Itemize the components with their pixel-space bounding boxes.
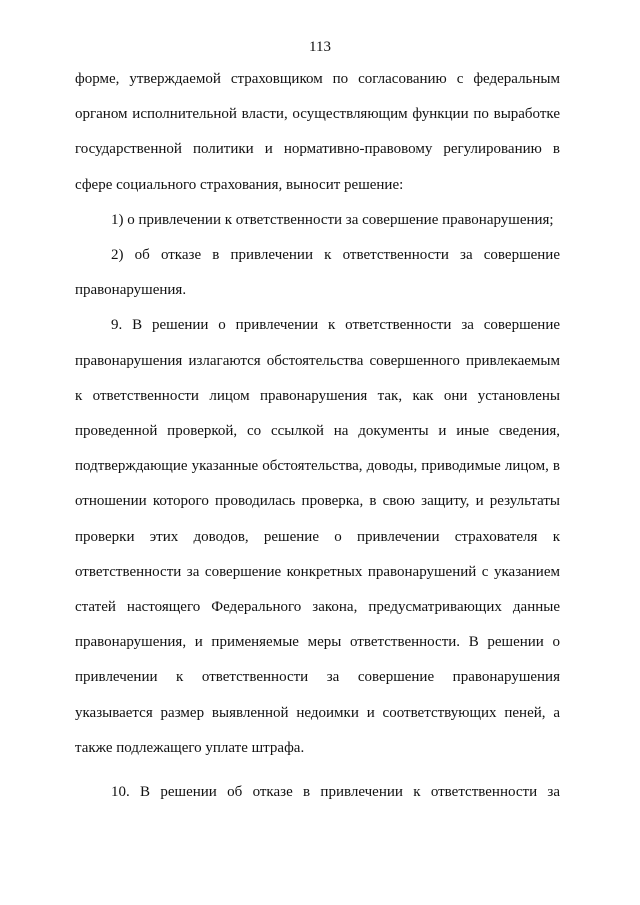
list-item-2: 2) об отказе в привлечении к ответственности за совершение xyxy=(111,247,560,264)
text-line: указывается размер выявленной недоимки и соответствующих пеней, а xyxy=(75,704,560,721)
page-number: 113 xyxy=(309,39,331,55)
text-line: форме, утверждаемой страховщиком по согласованию с федеральным xyxy=(75,71,560,87)
text-line: к ответственности лицом правонарушения так, как они установлены xyxy=(75,387,560,404)
text-line: проверки этих доводов, решение о привлечении страхователя к xyxy=(75,528,560,545)
list-item-1: 1) о привлечении к ответственности за совершение правонарушения; xyxy=(111,211,554,228)
text-line: органом исполнительной власти, осуществляющим функции по выработке xyxy=(75,106,560,123)
text-line: статей настоящего Федерального закона, предусматривающих данные xyxy=(75,599,560,616)
document-body xyxy=(75,62,560,810)
text-line: отношении которого проводилась проверка, в свою защиту, и результаты xyxy=(75,493,560,510)
text-line: сфере социального страхования, выносит решение: xyxy=(75,176,404,193)
text-line: правонарушения излагаются обстоятельства совершенного привлекаемым xyxy=(75,352,560,369)
text-line: привлечении к ответственности за совершение правонарушения xyxy=(75,669,560,686)
text-line: правонарушения, и применяемые меры ответственности. В решении о xyxy=(75,634,560,651)
text-line: государственной политики и нормативно-правовому регулированию в xyxy=(75,141,560,158)
text-line: ответственности за совершение конкретных правонарушений с указанием xyxy=(75,563,560,580)
text-line: также подлежащего уплате штрафа. xyxy=(75,739,305,756)
paragraph-10-start: 10. В решении об отказе в привлечении к ответственности за xyxy=(111,784,560,801)
text-line: проведенной проверкой, со ссылкой на документы и иные сведения, xyxy=(75,423,560,440)
text-line: правонарушения. xyxy=(75,282,187,299)
paragraph-gap xyxy=(75,766,560,775)
text-line: подтверждающие указанные обстоятельства, доводы, приводимые лицом, в xyxy=(75,458,560,475)
paragraph-9-start: 9. В решении о привлечении к ответственности за совершение xyxy=(111,317,560,334)
